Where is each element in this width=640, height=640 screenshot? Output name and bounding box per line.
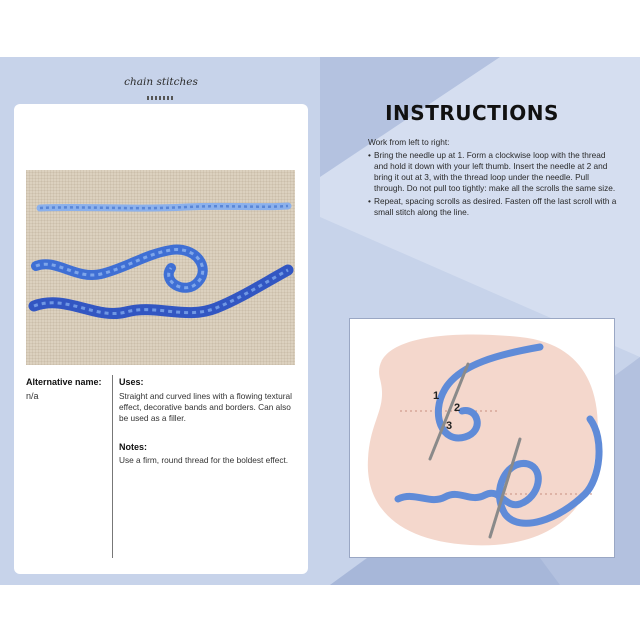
thread-scroll-icon	[26, 170, 295, 365]
uses-text: Straight and curved lines with a flowing textural effect, decorative bands and borders. Can also be used as a filler.	[119, 391, 292, 423]
instructions-intro: Work from left to right:	[368, 137, 450, 147]
stitch-diagram	[349, 318, 615, 558]
category-label: chain stitches	[124, 76, 198, 88]
instruction-step: • Bring the needle up at 1. Form a clockwise loop with the thread and hold it down with your left thumb. Insert the needle at 2 and bring it out at 3, with the thread loop under the needle. Pull through. Do not pull too tightly: make all the scrolls the same size.	[368, 150, 618, 194]
alternative-name-value: n/a	[26, 391, 39, 401]
instruction-steps	[368, 150, 618, 220]
diagram-drawing	[350, 319, 614, 557]
alternative-name-label: Alternative name:	[26, 377, 102, 387]
diagram-label: 2	[454, 402, 461, 414]
decorative-dots	[147, 96, 173, 100]
instructions-title: INSTRUCTIONS	[385, 101, 559, 125]
instruction-step: • Repeat, spacing scrolls as desired. Fasten off the last scroll with a small stitch along the line.	[368, 196, 618, 218]
column-divider	[112, 375, 113, 558]
notes-text: Use a firm, round thread for the boldest effect.	[119, 455, 289, 465]
diagram-label: 3	[446, 420, 453, 432]
diagram-label: 1	[433, 390, 440, 402]
uses-label: Uses:	[119, 377, 144, 387]
notes-label: Notes:	[119, 442, 148, 452]
stitch-photo	[26, 170, 295, 365]
